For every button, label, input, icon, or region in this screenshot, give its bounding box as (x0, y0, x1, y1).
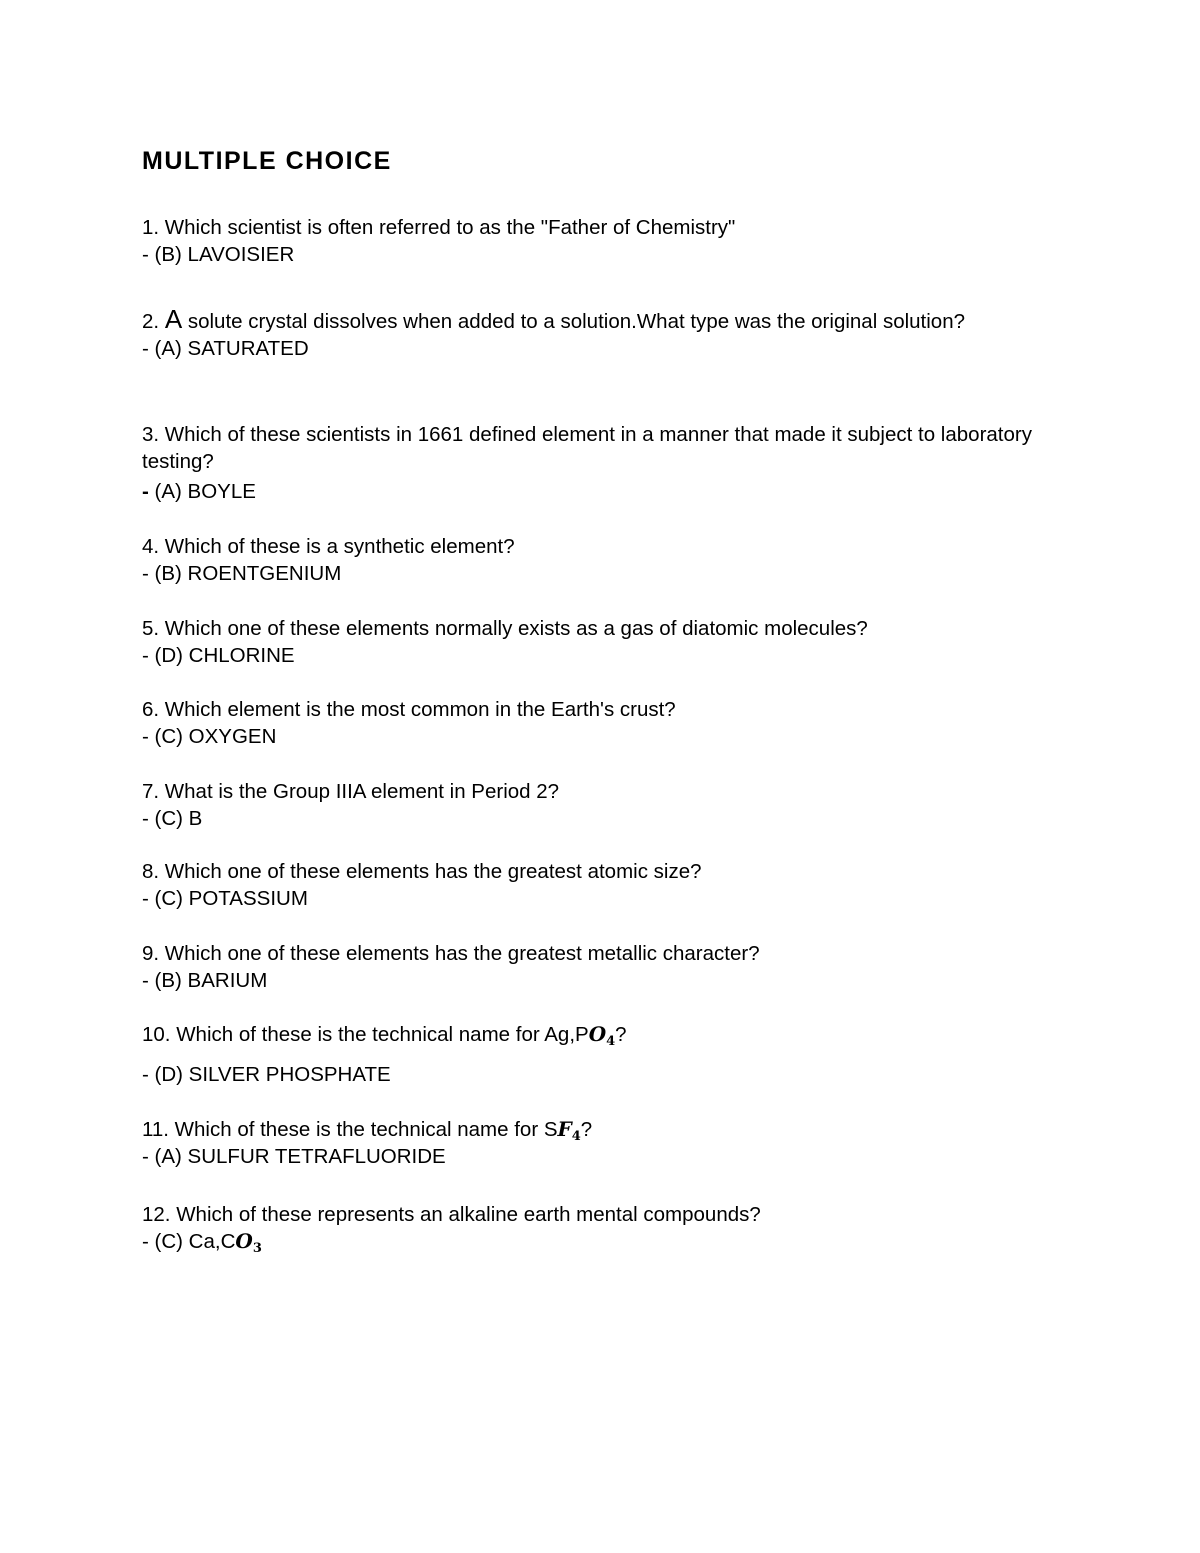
question-text: 8. Which one of these elements has the greatest atomic size? (142, 860, 702, 883)
question-number: 2. (142, 310, 160, 333)
question-text (142, 1021, 1072, 1048)
question-block-1 (142, 214, 1072, 268)
answer-text: - (C) OXYGEN (142, 725, 277, 748)
answer-text: - (D) CHLORINE (142, 644, 295, 667)
formula-subscript: 4 (606, 1034, 616, 1049)
formula-subscript: 4 (571, 1129, 581, 1144)
question-block-4 (142, 533, 1072, 587)
question-text: 6. Which element is the most common in the Earth's crust? (142, 698, 676, 721)
answer-text: - (A) SULFUR TETRAFLUORIDE (142, 1145, 446, 1168)
question-text: 5. Which one of these elements normally exists as a gas of diatomic molecules? (142, 617, 868, 640)
chemical-formula (588, 1022, 616, 1049)
formula-letter: O (235, 1229, 253, 1253)
answer-text (142, 478, 1072, 505)
question-text: 9. Which one of these elements has the greatest metallic character? (142, 942, 760, 965)
question-block-2 (142, 306, 1072, 362)
chemical-formula (235, 1229, 262, 1256)
answer-text-prefix: - (C) Ca,C (142, 1230, 236, 1253)
question-block-11 (142, 1116, 1072, 1170)
question-text-suffix: ? (615, 1023, 627, 1046)
question-block-12 (142, 1201, 1072, 1255)
answer-dash: - (142, 480, 149, 503)
question-block-3 (142, 421, 1072, 505)
answer-text: - (B) LAVOISIER (142, 243, 295, 266)
formula-letter: O (588, 1022, 607, 1046)
question-text: 3. Which of these scientists in 1661 defined element in a manner that made it subject to laboratory testing? (142, 423, 1032, 473)
answer-text: - (C) B (142, 807, 203, 830)
question-text: 7. What is the Group IIIA element in Period 2? (142, 780, 560, 803)
answer-text: - (A) SATURATED (142, 337, 309, 360)
page-heading: MULTIPLE CHOICE (142, 147, 392, 175)
question-text-suffix: ? (580, 1118, 593, 1141)
question-block-10 (142, 1021, 1072, 1088)
question-block-9 (142, 940, 1072, 994)
answer-text (142, 1228, 1072, 1255)
question-text-prefix: 10. Which of these is the technical name for Ag,P (142, 1023, 589, 1046)
question-lead-letter: A (164, 304, 183, 334)
question-block-6 (142, 696, 1072, 750)
question-text: 12. Which of these represents an alkaline earth mental compounds? (142, 1203, 761, 1226)
answer-text: - (B) BARIUM (142, 969, 268, 992)
formula-subscript: 3 (252, 1241, 262, 1256)
answer-text-rest: (A) BOYLE (148, 480, 256, 503)
question-block-8 (142, 858, 1072, 912)
question-block-7 (142, 778, 1072, 832)
answer-text: - (B) ROENTGENIUM (142, 562, 342, 585)
chemical-formula (557, 1117, 581, 1144)
question-text: 4. Which of these is a synthetic element? (142, 535, 515, 558)
question-text (142, 1116, 1072, 1143)
answer-text: - (C) POTASSIUM (142, 887, 308, 910)
question-text: 1. Which scientist is often referred to as the "Father of Chemistry" (142, 216, 736, 239)
answer-text: - (D) SILVER PHOSPHATE (142, 1063, 391, 1086)
question-text (142, 306, 1072, 335)
formula-letter: F (557, 1117, 572, 1141)
question-text-rest: solute crystal dissolves when added to a solution.What type was the original solution? (182, 310, 966, 333)
question-text-prefix: 11. Which of these is the technical name for S (142, 1118, 558, 1141)
question-block-5 (142, 615, 1072, 669)
